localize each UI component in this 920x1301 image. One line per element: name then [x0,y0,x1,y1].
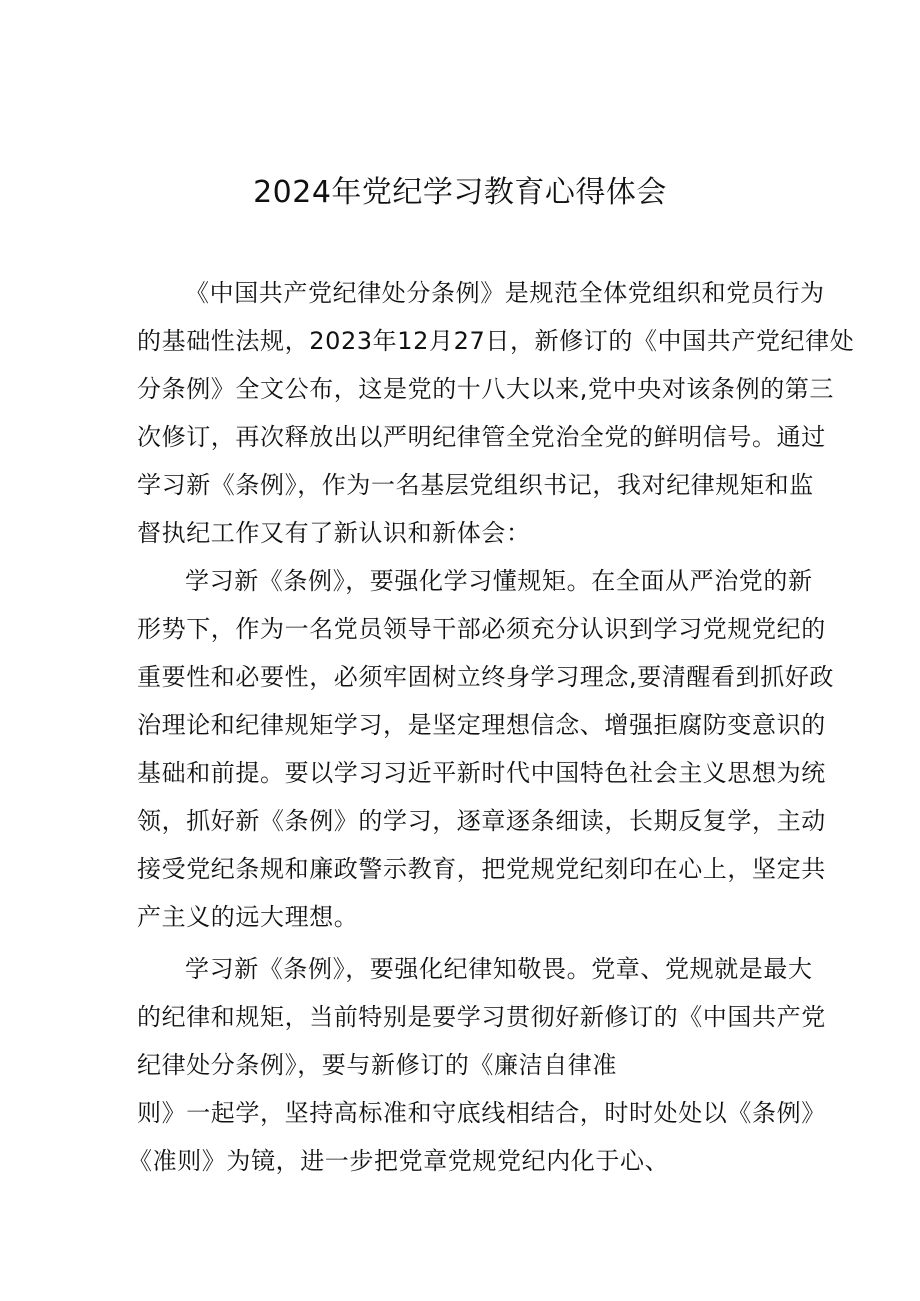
paragraph-2-line-1: 学习新《条例》，要强化学习懂规矩。在全面从严治党的新 [185,567,813,595]
paragraph-2-line-3: 重要性和必要性，必须牢固树立终身学习理念,要清醒看到抓好政 [137,663,835,691]
paragraph-3-line-1: 学习新《条例》，要强化纪律知敬畏。党章、党规就是最大 [185,955,813,983]
paragraph-2-line-6: 领，抓好新《条例》的学习，逐章逐条细读，长期反复学，主动 [137,807,826,835]
paragraph-2-line-7: 接受党纪条规和廉政警示教育，把党规党纪刻印在心上，坚定共 [137,855,826,883]
paragraph-2-line-5: 基础和前提。要以学习习近平新时代中国特色社会主义思想为统 [137,759,826,787]
paragraph-1-line-1: 《中国共产党纪律处分条例》是规范全体党组织和党员行为 [185,279,825,307]
paragraph-1-line-6: 督执纪工作又有了新认识和新体会： [137,519,531,547]
paragraph-3-line-3: 纪律处分条例》，要与新修订的《廉洁自律准 [137,1051,617,1079]
document-title: 2024年党纪学习教育心得体会 [253,175,667,210]
paragraph-1-line-2: 的基础性法规，2023年12月27日，新修订的《中国共产党纪律处 [137,327,855,355]
paragraph-1-line-5: 学习新《条例》，作为一名基层党组织书记，我对纪律规矩和监 [137,471,814,499]
paragraph-3-line-5: 《准则》为镜，进一步把党章党规党纪内化于心、 [128,1147,670,1175]
paragraph-3-line-4: 则》一起学，坚持高标准和守底线相结合，时时处处以《条例》 [137,1099,826,1127]
paragraph-1-line-4: 次修订，再次释放出以严明纪律管全党治全党的鲜明信号。通过 [137,423,826,451]
paragraph-2-line-2: 形势下，作为一名党员领导干部必须充分认识到学习党规党纪的 [137,615,826,643]
paragraph-2-line-8: 产主义的远大理想。 [137,903,359,931]
paragraph-2-line-4: 治理论和纪律规矩学习，是坚定理想信念、增强拒腐防变意识的 [137,711,826,739]
paragraph-1-line-3: 分条例》全文公布，这是党的十八大以来,党中央对该条例的第三 [137,375,835,403]
paragraph-3-line-2: 的纪律和规矩，当前特别是要学习贯彻好新修订的《中国共产党 [137,1003,826,1031]
